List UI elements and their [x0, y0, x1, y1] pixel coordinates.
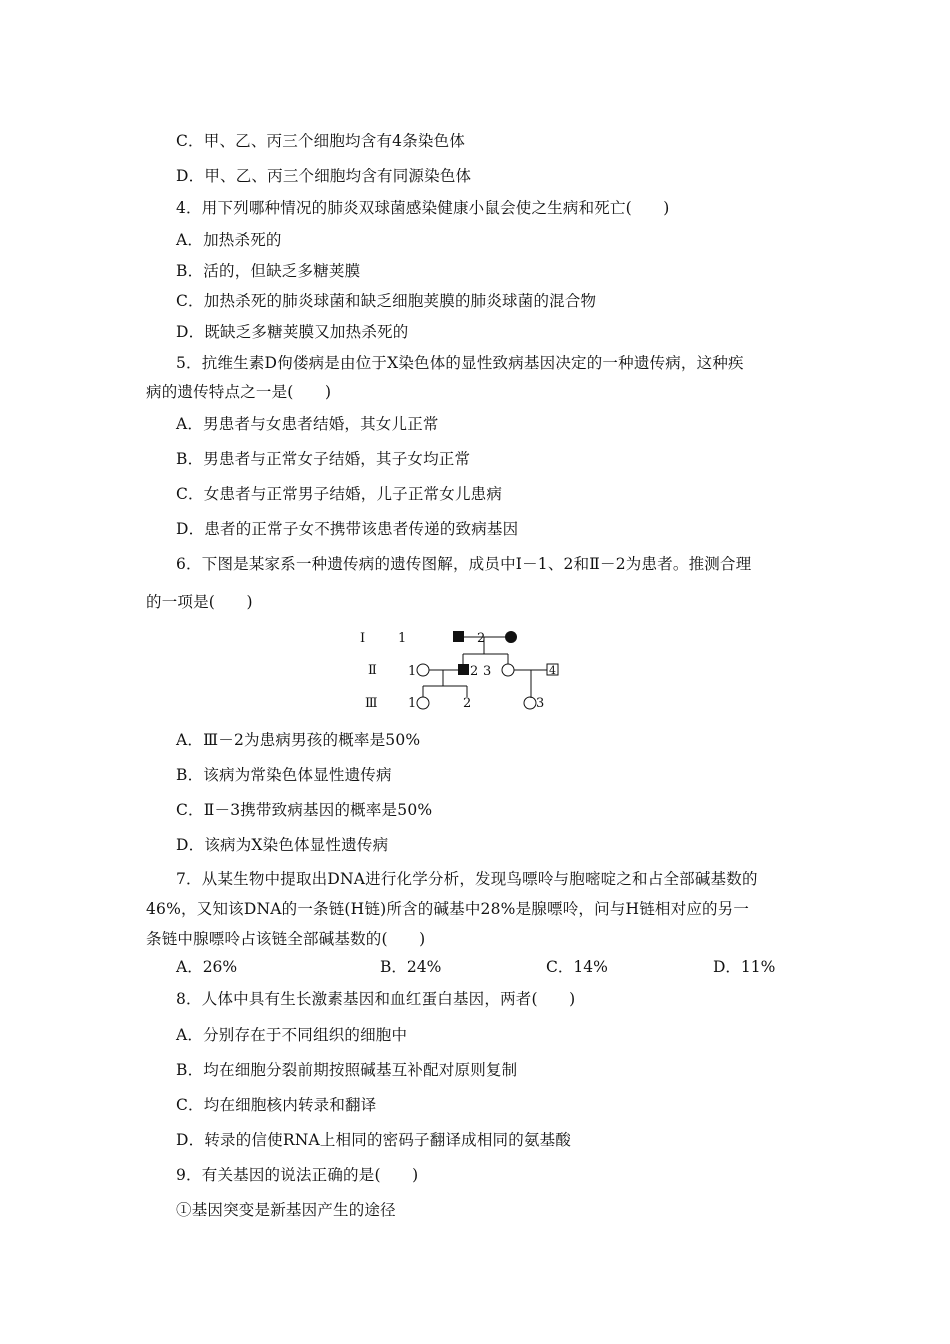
q8-option-b: B．均在细胞分裂前期按照碱基互补配对原则复制	[176, 1061, 518, 1079]
q5-stem-line2: 病的遗传特点之一是( )	[146, 383, 332, 401]
q5-option-c: C．女患者与正常男子结婚，儿子正常女儿患病	[176, 485, 503, 503]
q4-option-d: D．既缺乏多糖荚膜又加热杀死的	[176, 323, 409, 341]
q7-option-d: D．11%	[713, 958, 776, 976]
normal-female-III-1	[417, 697, 429, 709]
q4-option-a: A．加热杀死的	[176, 231, 282, 249]
q7-option-b: B．24%	[380, 958, 442, 976]
normal-female-III-3	[524, 697, 536, 709]
normal-female-II-1	[417, 664, 429, 676]
q6-option-d: D．该病为X染色体显性遗传病	[176, 836, 389, 854]
q4-option-b: B．活的，但缺乏多糖荚膜	[176, 262, 361, 280]
affected-male-I-1	[453, 631, 464, 642]
q8-option-d: D．转录的信使RNA上相同的密码子翻译成相同的氨基酸	[176, 1131, 572, 1149]
q7-stem-line1: 7．从某生物中提取出DNA进行化学分析，发现鸟嘌呤与胞嘧啶之和占全部碱基数的	[176, 870, 758, 888]
q6-stem-line1: 6．下图是某家系一种遗传病的遗传图解，成员中Ⅰ－1、2和Ⅱ－2为患者。推测合理	[176, 555, 752, 573]
q7-option-a: A．26%	[176, 958, 238, 976]
q4-option-c: C．加热杀死的肺炎球菌和缺乏细胞荚膜的肺炎球菌的混合物	[176, 292, 597, 310]
q8-option-a: A．分别存在于不同组织的细胞中	[176, 1026, 408, 1044]
q7-option-c: C．14%	[546, 958, 608, 976]
member-label-2-4: 4	[549, 664, 556, 677]
q5-option-d: D．患者的正常子女不携带该患者传递的致病基因	[176, 520, 519, 538]
q5-stem-line1: 5．抗维生素D佝偻病是由位于X染色体的显性致病基因决定的一种遗传病，这种疾	[176, 354, 744, 372]
q6-option-a: A．Ⅲ－2为患病男孩的概率是50%	[176, 731, 421, 749]
q6-option-c: C．Ⅱ－3携带致病基因的概率是50%	[176, 801, 433, 819]
q9-item-1: ①基因突变是新基因产生的途径	[176, 1201, 396, 1219]
generation-label-2: Ⅱ	[368, 663, 377, 678]
member-label-1-2: 2	[477, 631, 486, 646]
q5-option-b: B．男患者与正常女子结婚，其子女均正常	[176, 450, 471, 468]
generation-label-1: Ⅰ	[360, 631, 366, 646]
member-label-2-3: 3	[483, 664, 492, 679]
member-label-3-2: 2	[463, 696, 472, 711]
q8-option-c: C．均在细胞核内转录和翻译	[176, 1096, 377, 1114]
affected-male-II-2	[458, 664, 469, 675]
member-label-3-1: 1	[408, 696, 417, 711]
q9-stem: 9．有关基因的说法正确的是( )	[176, 1166, 419, 1184]
q3-option-d: D．甲、乙、丙三个细胞均含有同源染色体	[176, 167, 472, 185]
q3-option-c: C．甲、乙、丙三个细胞均含有4条染色体	[176, 132, 466, 150]
affected-female-I-2	[505, 631, 517, 643]
q7-stem-line3: 条链中腺嘌呤占该链全部碱基数的( )	[146, 930, 426, 948]
normal-female-II-3	[502, 664, 514, 676]
member-label-3-3: 3	[536, 696, 545, 711]
q7-stem-line2: 46%，又知该DNA的一条链(H链)所含的碱基中28%是腺嘌呤，问与H链相对应的另一	[146, 900, 750, 918]
pedigree-chart	[350, 622, 570, 718]
member-label-2-1: 1	[408, 664, 417, 679]
member-label-2-2: 2	[470, 664, 479, 679]
generation-label-3: Ⅲ	[365, 696, 378, 711]
q6-stem-line2: 的一项是( )	[146, 593, 253, 611]
q4-stem: 4．用下列哪种情况的肺炎双球菌感染健康小鼠会使之生病和死亡( )	[176, 199, 670, 217]
q8-stem: 8．人体中具有生长激素基因和血红蛋白基因，两者( )	[176, 990, 576, 1008]
member-label-1-1: 1	[398, 631, 407, 646]
q5-option-a: A．男患者与女患者结婚，其女儿正常	[176, 415, 439, 433]
q6-option-b: B．该病为常染色体显性遗传病	[176, 766, 392, 784]
